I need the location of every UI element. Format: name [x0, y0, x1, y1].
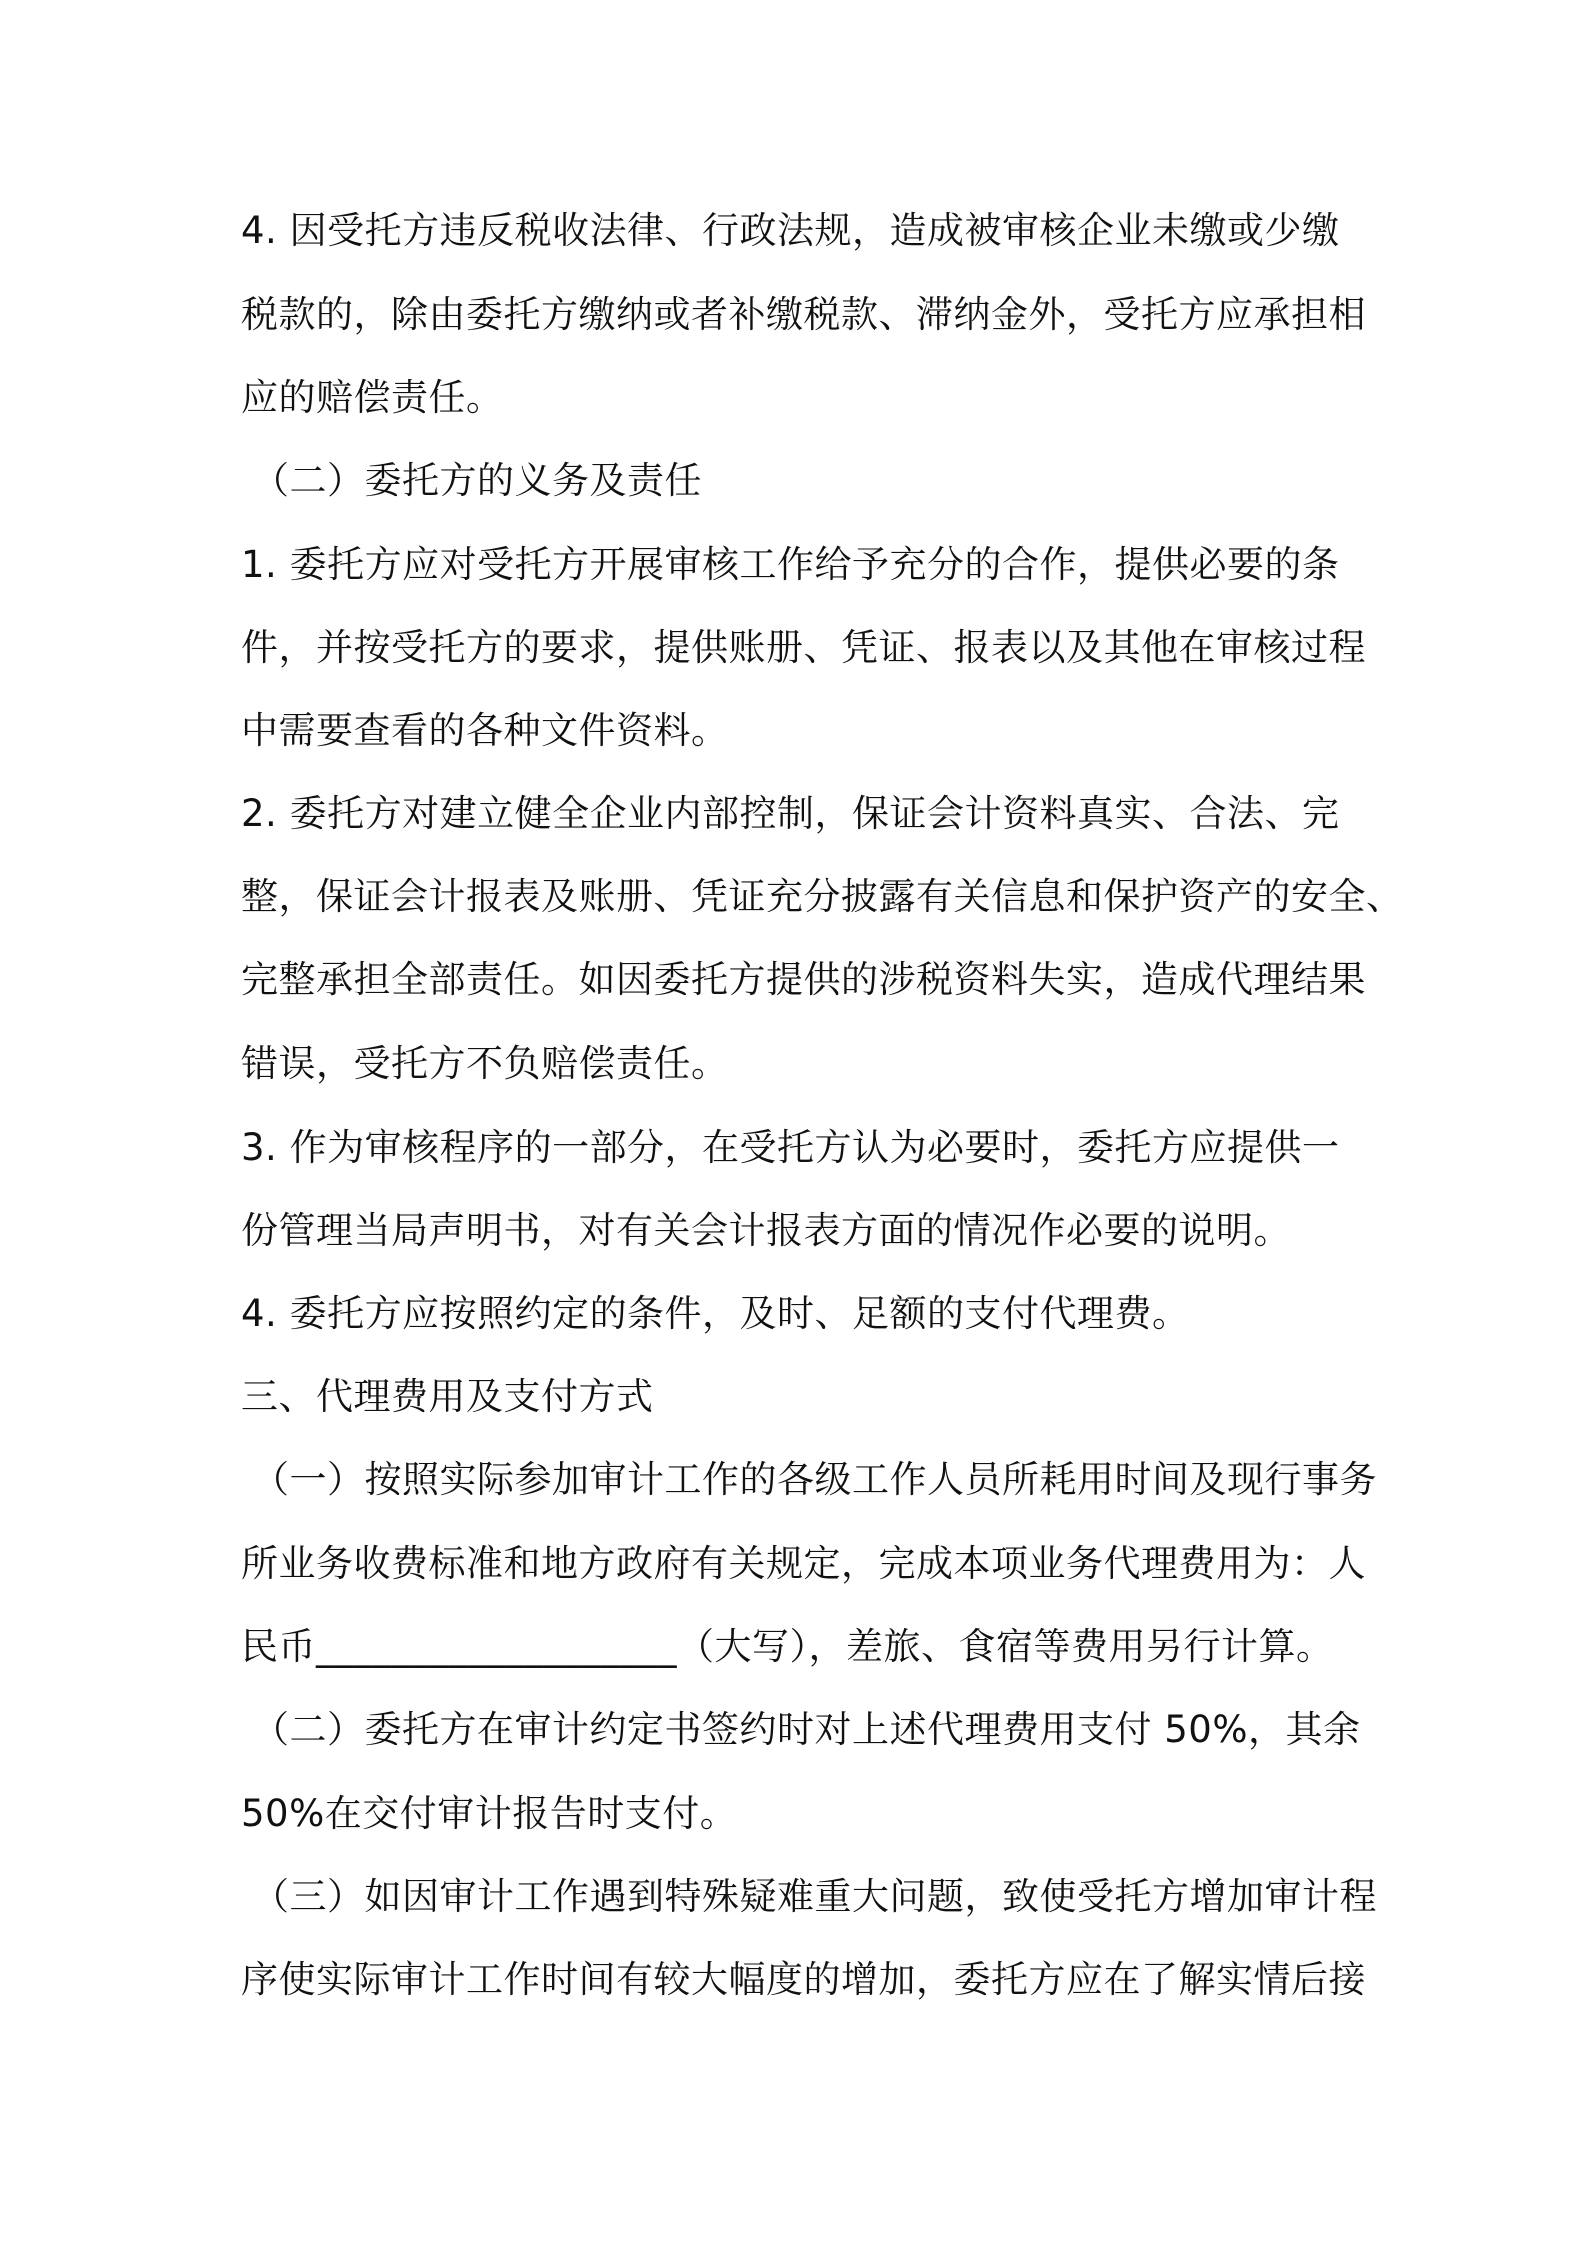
paragraph-line: 3. 作为审核程序的一部分，在受托方认为必要时，委托方应提供一: [241, 1126, 1340, 1169]
paragraph-line: （一）按照实际参加审计工作的各级工作人员所耗用时间及现行事务: [252, 1458, 1377, 1501]
paragraph-line: （二）委托方在审计约定书签约时对上述代理费用支付 50%，其余: [252, 1708, 1361, 1751]
paragraph-line: 4. 委托方应按照约定的条件，及时、足额的支付代理费。: [241, 1292, 1190, 1335]
paragraph-line: 错误，受托方不负赔偿责任。: [241, 1042, 729, 1085]
paragraph-line: 民币___________________（大写），差旅、食宿等费用另行计算。: [241, 1625, 1334, 1668]
paragraph-line: 1. 委托方应对受托方开展审核工作给予充分的合作，提供必要的条: [241, 543, 1340, 586]
paragraph-line: 税款的，除由委托方缴纳或者补缴税款、滞纳金外，受托方应承担相: [241, 293, 1366, 336]
paragraph-line: 4. 因受托方违反税收法律、行政法规，造成被审核企业未缴或少缴: [241, 209, 1340, 252]
paragraph-line: 件，并按受托方的要求，提供账册、凭证、报表以及其他在审核过程: [241, 626, 1366, 669]
paragraph-line: 中需要查看的各种文件资料。: [241, 709, 729, 752]
paragraph-line: 整，保证会计报表及账册、凭证充分披露有关信息和保护资产的安全、: [241, 875, 1404, 918]
paragraph-line: 应的赔偿责任。: [241, 376, 504, 419]
section-heading: （二）委托方的义务及责任: [252, 459, 702, 502]
paragraph-line: 完整承担全部责任。如因委托方提供的涉税资料失实，造成代理结果: [241, 958, 1366, 1001]
paragraph-line: 50%在交付审计报告时支付。: [241, 1792, 738, 1835]
section-heading: 三、代理费用及支付方式: [241, 1375, 654, 1418]
paragraph-line: 所业务收费标准和地方政府有关规定，完成本项业务代理费用为：人: [241, 1542, 1366, 1585]
paragraph-line: 份管理当局声明书，对有关会计报表方面的情况作必要的说明。: [241, 1209, 1291, 1252]
paragraph-line: （三）如因审计工作遇到特殊疑难重大问题，致使受托方增加审计程: [252, 1875, 1377, 1918]
paragraph-line: 2. 委托方对建立健全企业内部控制，保证会计资料真实、合法、完: [241, 792, 1340, 835]
paragraph-line: 序使实际审计工作时间有较大幅度的增加，委托方应在了解实情后接: [241, 1958, 1366, 2001]
